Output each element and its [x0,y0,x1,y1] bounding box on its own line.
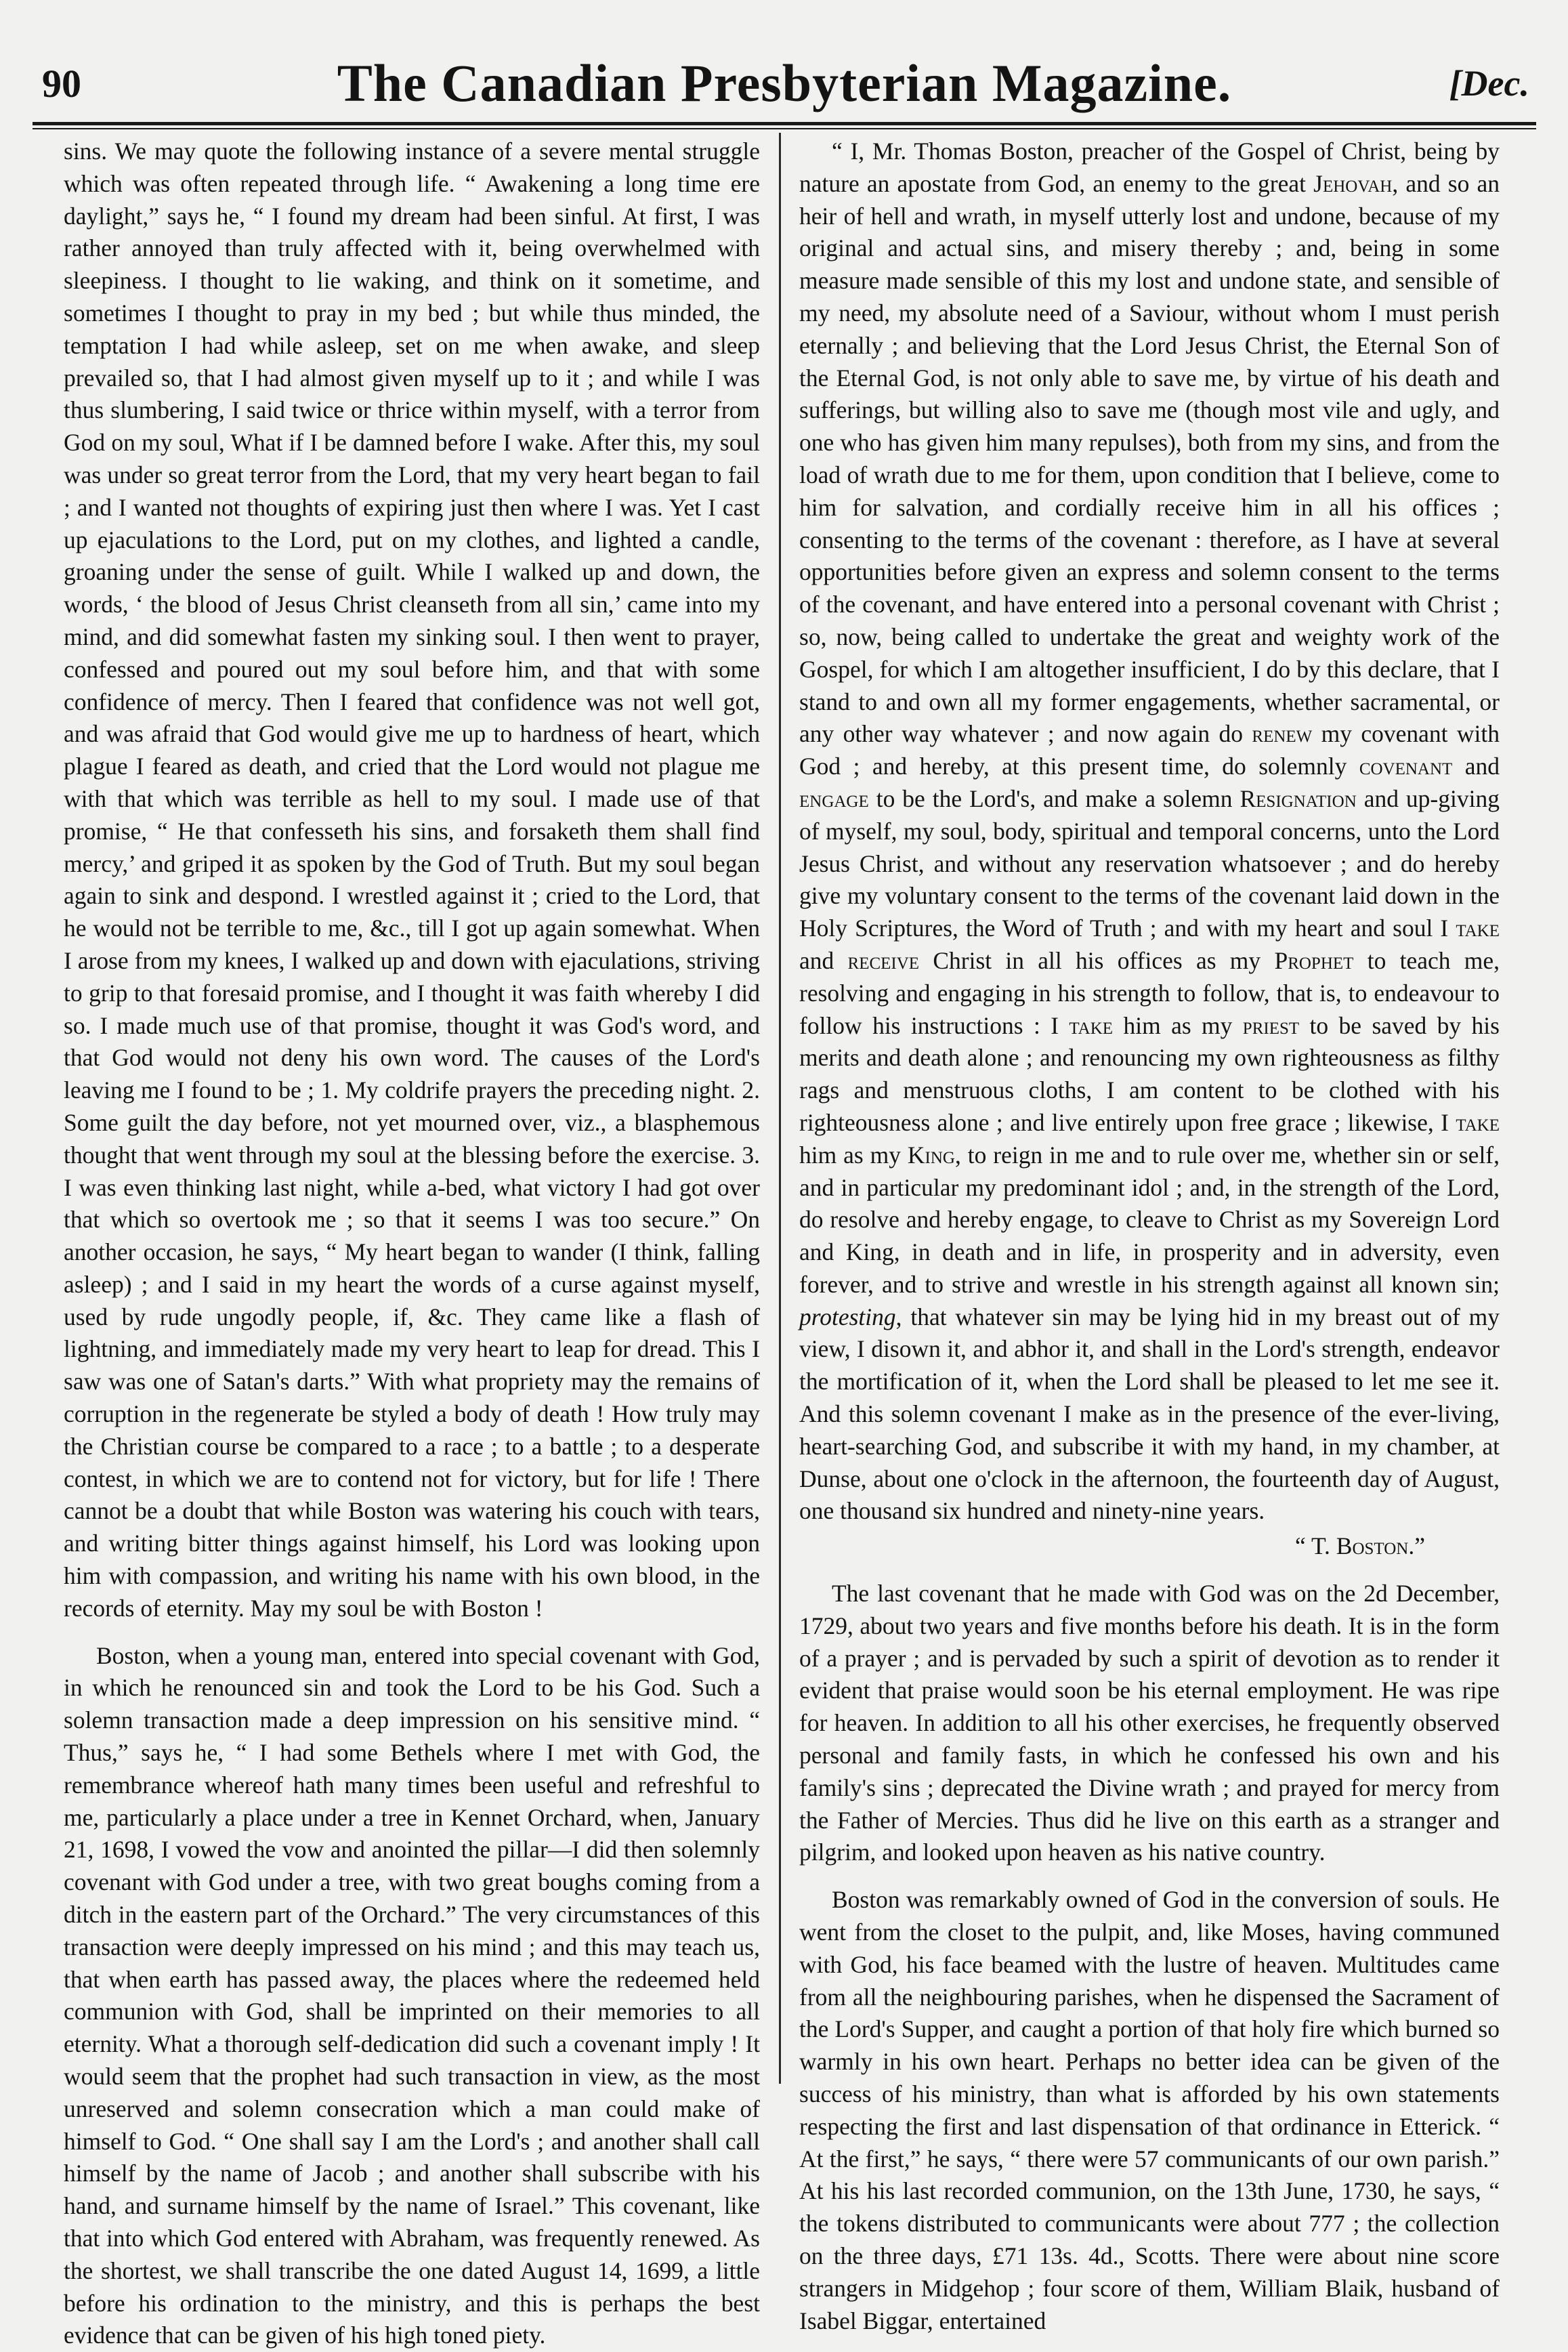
paragraph-struggle: sins. We may quote the following instance of a severe mental struggle which was often repeated through life. “ Awakening a long time ere daylight,” says he, “ I found my dream had been sinful. At first, I was rather annoyed than truly affected with it, being overwhelmed with sleepiness. I thought to lie waking, and think on it sometime, and sometimes I thought to pray in my bed ; but while thus minded, the temptation I had while asleep, set on me when awake, and sleep prevailed so, that I had almost given myself up to it ; and while I was thus slumbering, I said twice or thrice within myself, with a terror from God on my soul, What if I be damned before I wake. After this, my soul was under so great terror from the Lord, that my very heart began to fail ; and I wanted not thoughts of expiring just then where I was. Yet I cast up ejaculations to the Lord, put on my clothes, and lighted a candle, groaning under the sense of guilt. While I walked up and down, the words, ‘ the blood of Jesus Christ cleanseth from all sin,’ came into my mind, and did somewhat fasten my sinking soul. I then went to prayer, confessed and poured out my soul before him, and that with some confidence of mercy. Then I feared that confidence was not well got, and was afraid that God would give me up to hardness of heart, which plague I feared as death, and cried that the Lord would not plague me with that which was terrible as hell to my soul. I made use of that promise, “ He that confesseth his sins, and forsaketh them shall find mercy,’ and griped it as spoken by the God of Truth. But my soul began again to sink and despond. I wrestled against it ; cried to the Lord, that he would not be terrible to me, &c., till I got up again somewhat. When I arose from my knees, I walked up and down with ejaculations, striving to grip to that foresaid promise, and I thought it was faith whereby I did so. I made much use of that promise, thought it was God's word, and that God would not deny his own word. The causes of the Lord's leaving me I found to be ; 1. My coldrife prayers the preceding night. 2. Some guilt the day before, not yet mourned over, viz., a blasphemous thought that went through my soul at the blessing before the exercise. 3. I was even thinking last night, while a-bed, what victory I had got over that which so overtook me ; so that it seems I was too secure.” On another occasion, he says, “ My heart began to wander (I think, falling asleep) ; and I said in my heart the words of a curse against myself, used by rude ungodly people, if, &c. They came like a flash of lightning, and immediately made my very heart to leap for dread. This I saw was one of Satan's darts.” With what propriety may the remains of corruption in the regenerate be styled a body of death ! How truly may the Christian course be compared to a race ; to a battle ; to a desperate contest, in which we are to contend not for victory, but for life ! There cannot be a doubt that while Boston was watering his couch with tears, and writing bitter things against himself, his Lord was looking upon him with compassion, and writing his name with his own blood, in the records of eternity. May my soul be with Boston ! [64,138,760,1622]
small-caps-receive: receive [847,946,920,974]
italic-protesting: protesting [799,1303,896,1330]
small-caps-jehovah: Jehovah [1313,169,1393,197]
covenant-signature: “ T. Boston.” [1295,1532,1425,1560]
running-header [33,53,1536,126]
page-number: 90 [42,62,81,106]
small-caps-engage: engage [799,784,869,812]
column-divider [779,133,781,2084]
header-rule [33,122,1536,125]
magazine-title: The Canadian Presbyterian Magazine. [337,54,1232,112]
small-caps-take: take [1456,1108,1500,1136]
small-caps-priest: priest [1242,1011,1300,1039]
header-rule-thin [33,128,1536,129]
small-caps-prophet: Prophet [1274,946,1354,974]
small-caps-take: take [1456,915,1500,942]
small-caps-take: take [1069,1011,1114,1039]
small-caps-renew: renew [1252,720,1313,748]
left-column [64,135,760,2349]
small-caps-king: King [907,1141,955,1169]
paragraph-covenant-text: “ I, Mr. Thomas Boston, preacher of the Gospel of Christ, being by nature an apostate from God, an enemy to the great Jehovah, and so an heir of hell and wrath, in myself utterly lost and undone, because of my original and actual sins, and misery thereby ; and, being in some measure made sensible of this my lost and undone state, and sensible of my need, my absolute need of a Saviour, without whom I must perish eternally ; and believing that the Lord Jesus Christ, the Eternal Son of the Eternal God, is not only able to save me, by virtue of his death and sufferings, but willing also to save me (though most vile and ugly, and one who has given him many repulses), both from my sins, and from the load of wrath due to me for them, upon condition that I believe, come to him for salvation, and cordially receive him in all his offices ; consenting to the terms of the covenant : therefore, as I have at several opportunities before given an express and solemn consent to the terms of the covenant, and have entered into a personal covenant with Christ ; so, now, being called to undertake the great and weighty work of the Gospel, for which I am altogether insufficient, I do by this declare, that I stand to and own all my former engagements, whether sacramental, or any other way whatever ; and now again do renew my covenant with God ; and hereby, at this present time, do solemnly covenant and engage to be the Lord's, and make a solemn Resignation and up-giving of myself, my soul, body, spiritual and temporal concerns, unto the Lord Jesus Christ, and without any reservation whatsoever ; and do hereby give my voluntary consent to the terms of the covenant laid down in the Holy Scriptures, the Word of Truth ; and with my heart and soul I take and receive Christ in all his offices as my Prophet to teach me, resolving and engaging in his strength to follow, that is, to endeavour to follow his instructions : I take him as my priest to be saved by his merits and death alone ; and renouncing my own righteousness as filthy rags and menstruous cloths, I am content to be clothed with his righteousness alone ; and live entirely upon free grace ; likewise, I take him as my King, to reign in me and to rule over me, whether sin or self, and in particular my predominant idol ; and, in the strength of the Lord, do resolve and hereby engage, to cleave to Christ as my Sovereign Lord and King, in death and in life, in prosperity and in adversity, even forever, and to strive and wrestle in his strength against all known sin; protesting, that whatever sin may be lying hid in my breast out of my view, I disown it, and abhor it, and shall in the Lord's strength, endeavor the mortification of it, when the Lord shall be pleased to let me see it. And this solemn covenant I make as in the presence of the ever-living, heart-searching God, and subscribe it with my hand, in my chamber, at Dunse, about one o'clock in the afternoon, the fourteenth day of August, one thousand six hundred and ninety-nine years. [799,138,1500,1525]
small-caps-covenant: covenant [1359,753,1453,780]
right-column [799,135,1500,2334]
small-caps-resignation: Resignation [1239,784,1357,812]
paragraph-ministry: Boston was remarkably owned of God in the conversion of souls. He went from the closet to the pulpit, and, like Moses, having communed with God, his face beamed with the lustre of heaven. Multitudes came from all the neighbouring parishes, when he dispensed the Sacrament of the Lord's Supper, and caught a portion of that holy fire which burned so warmly in his own heart. Perhaps no better idea can be given of the success of his ministry, than what is afforded by his own statements respecting the first and last dispensation of that ordinance in Etterick. “ At the first,” he says, “ there were 57 communicants of our own parish.” At his his last recorded communion, on the 13th June, 1730, he says, “ the tokens distributed to communicants were about 777 ; the collection on the three days, £71 13s. 4d., Scotts. There were about nine score strangers in Midgehop ; four score of them, William Blaik, husband of Isabel Biggar, entertained [799,1886,1500,2334]
paragraph-covenant-intro: Boston, when a young man, entered into special covenant with God, in which he renounced sin and took the Lord to be his God. Such a solemn transaction made a deep impression on his sensitive mind. “ Thus,” says he, “ I had some Bethels where I met with God, the remembrance whereof hath many times been useful and refreshful to me, particularly a place under a tree in Kennet Orchard, when, January 21, 1698, I vowed the vow and anointed the pillar—I did then solemnly covenant with God under a tree, with two great boughs coming from a ditch in the eastern part of the Orchard.” The very circumstances of this transaction were deeply impressed on his mind ; and this may teach us, that when earth has passed away, the places where the redeemed held communion with God, shall be imprinted on their memories to all eternity. What a thorough self-dedication did such a covenant imply ! It would seem that the prophet had such transaction in view, as the most unreserved and solemn consecration which a man could make of himself to God. “ One shall say I am the Lord's ; and another shall call himself by the name of Jacob ; and another shall subscribe with his hand, and surname himself by the name of Israel.” This covenant, like that into which God entered with Abraham, was frequently renewed. As the shortest, we shall transcribe the one dated August 14, 1699, a little before his ordination to the ministry, and this is perhaps the best evidence that can be given of his high toned piety. [64,1641,760,2349]
issue-month: [Dec. [1449,63,1529,104]
paragraph-last-covenant: The last covenant that he made with God was on the 2d December, 1729, about two years and five months before his death. It is in the form of a prayer ; and is pervaded by such a spirit of devotion as to render it evident that praise would soon be his eternal employment. He was ripe for heaven. In addition to all his other exercises, he frequently observed personal and family fasts, in which he confessed his own and his family's sins ; deprecated the Divine wrath ; and prayed for mercy from the Father of Mercies. Thus did he live on this earth as a stranger and pilgrim, and looked upon heaven as his native country. [799,1580,1500,1866]
